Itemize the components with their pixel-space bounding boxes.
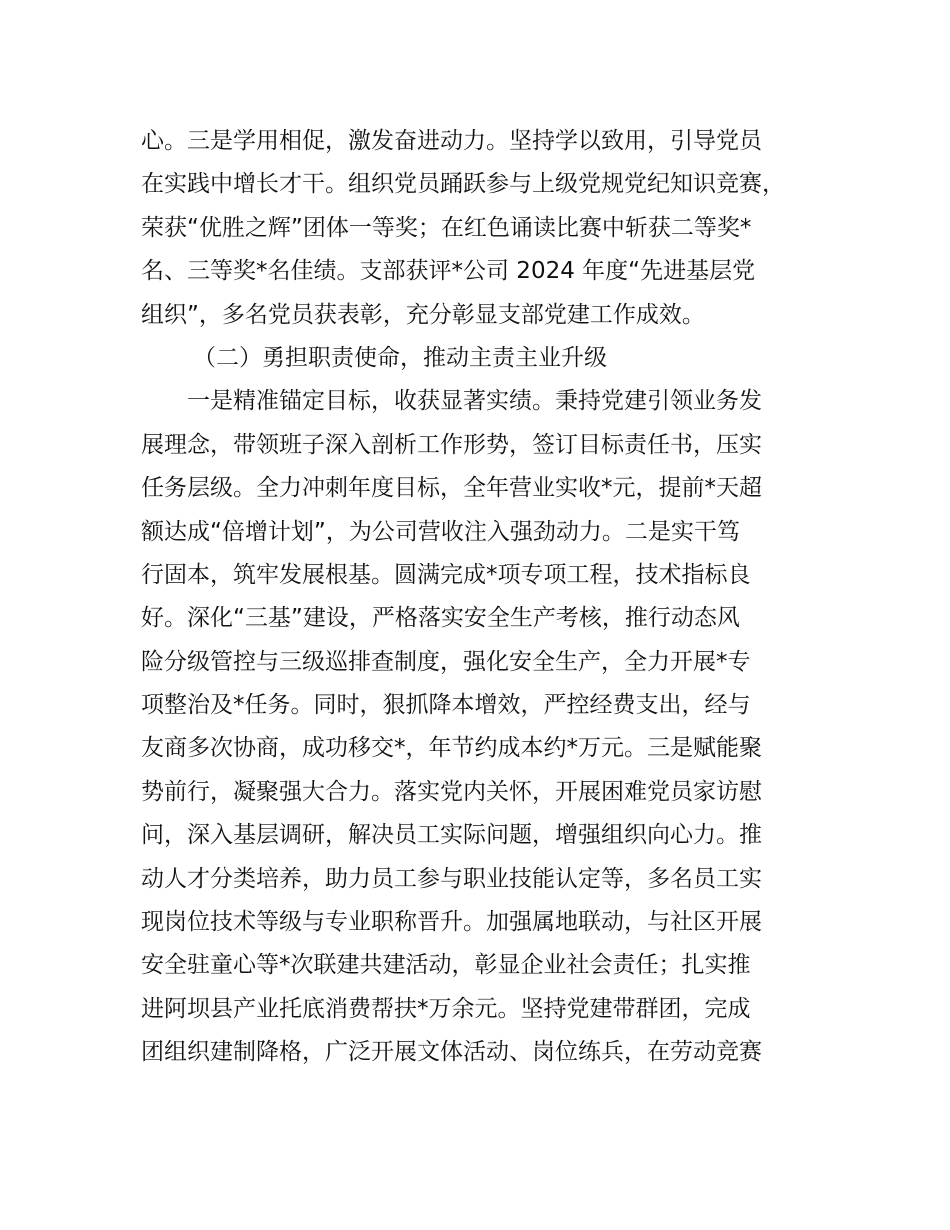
- text-line: 动人才分类培养，助力员工参与职业技能认定等，多名员工实: [141, 865, 762, 892]
- text-line: 友商多次协商，成功移交*，年节约成本约*万元。三是赋能聚: [141, 735, 762, 762]
- text-line: 在实践中增长才干。组织党员踊跃参与上级党规党纪知识竞赛，: [141, 171, 785, 198]
- text-line: 心。三是学用相促，激发奋进动力。坚持学以致用，引导党员: [141, 128, 762, 154]
- text-line: 组织”，多名党员获表彰，充分彰显支部党建工作成效。: [141, 301, 705, 328]
- text-line: 一是精准锚定目标，收获显著实绩。秉持党建引领业务发: [187, 388, 762, 415]
- body-text: [141, 120, 841, 1075]
- text-line: 任务层级。全力冲刺年度目标，全年营业实收*元，提前*天超: [141, 475, 762, 502]
- text-line: 势前行，凝聚强大合力。落实党内关怀，开展困难党员家访慰: [141, 778, 762, 805]
- text-line: 荣获“优胜之辉”团体一等奖；在红色诵读比赛中斩获二等奖*: [141, 214, 752, 241]
- text-line: 项整治及*任务。同时，狠抓降本增效，严控经费支出，经与: [141, 692, 751, 719]
- text-line: 现岗位技术等级与专业职称晋升。加强属地联动，与社区开展: [141, 909, 762, 936]
- text-line: 险分级管控与三级巡排查制度，强化安全生产，全力开展*专: [141, 648, 751, 675]
- text-line: 行固本，筑牢发展根基。圆满完成*项专项工程，技术指标良: [141, 561, 751, 588]
- text-line: 安全驻童心等*次联建共建活动，彰显企业社会责任；扎实推: [141, 952, 751, 979]
- text-line: 好。深化“三基”建设，严格落实安全生产考核，推行动态风: [141, 605, 740, 632]
- text-line: 问，深入基层调研，解决员工实际问题，增强组织向心力。推: [141, 822, 762, 849]
- text-line: 团组织建制降格，广泛开展文体活动、岗位练兵，在劳动竞赛: [141, 1039, 762, 1066]
- section-heading: （二）勇担职责使命，推动主责主业升级: [193, 344, 607, 371]
- text-line: 额达成“倍增计划”，为公司营收注入强劲动力。二是实干笃: [141, 518, 740, 545]
- text-line: 名、三等奖*名佳绩。支部获评*公司 2024 年度“先进基层党: [141, 258, 756, 285]
- text-line: 进阿坝县产业托底消费帮扶*万余元。坚持党建带群团，完成: [141, 995, 751, 1022]
- text-line: 展理念，带领班子深入剖析工作形势，签订目标责任书，压实: [141, 431, 762, 458]
